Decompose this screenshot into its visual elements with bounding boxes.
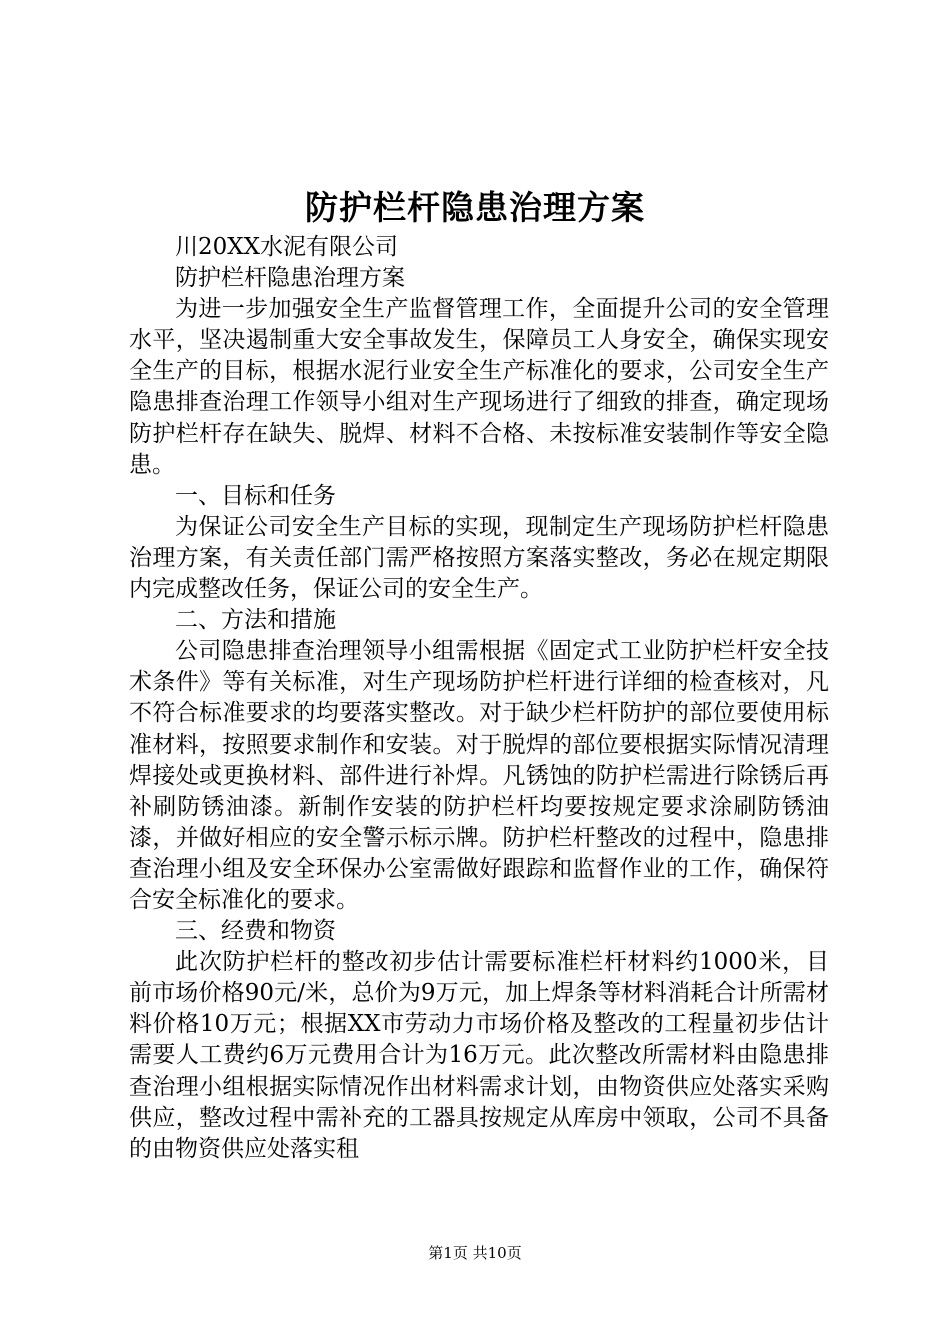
subtitle-line: 防护栏杆隐患治理方案 xyxy=(175,265,405,292)
funding-paragraph: 此次防护栏杆的整改初步估计需要标准栏杆材料约1000米，目前市场价格90元/米，总价为9万元，加上焊条等材料消耗合计所需材料价格10万元；根据XX市劳动力市场价格及整改的工程量初步估计需要人工费约6万元费用合计为16万元。此次整改所需材料由隐患排查治理小组根据实际情况作出材料需求计划，由物资供应处落实采购供应，整改过程中需补充的工器具按规定从库房中领取，公司不具备的由物资供应处落实租 xyxy=(129,949,829,1162)
document-title: 防护栏杆隐患治理方案 xyxy=(305,188,645,227)
section-heading-goals: 一、目标和任务 xyxy=(175,482,336,509)
document-body xyxy=(129,232,829,1165)
intro-paragraph: 为进一步加强安全生产监督管理工作，全面提升公司的安全管理水平，坚决遏制重大安全事故发生，保障员工人身安全，确保实现安全生产的目标，根据水泥行业安全生产标准化的要求，公司安全生产隐患排查治理工作领导小组对生产现场进行了细致的排查，确定现场防护栏杆存在缺失、脱焊、材料不合格、未按标准安装制作等安全隐患。 xyxy=(129,296,829,478)
section-heading-funding: 三、经费和物资 xyxy=(175,918,336,945)
section-heading-methods: 二、方法和措施 xyxy=(175,607,336,634)
company-name-line: 川20XX水泥有限公司 xyxy=(175,234,399,260)
methods-paragraph: 公司隐患排查治理领导小组需根据《固定式工业防护栏杆安全技术条件》等有关标准，对生产现场防护栏杆进行详细的检查核对，凡不符合标准要求的均要落实整改。对于缺少栏杆防护的部位要使用标准材料，按照要求制作和安装。对于脱焊的部位要根据实际情况清理焊接处或更换材料、部件进行补焊。凡锈蚀的防护栏需进行除锈后再补刷防锈油漆。新制作安装的防护栏杆均要按规定要求涂刷防锈油漆，并做好相应的安全警示标示牌。防护栏杆整改的过程中，隐患排查治理小组及安全环保办公室需做好跟踪和监督作业的工作，确保符合安全标准化的要求。 xyxy=(129,638,829,913)
goals-paragraph: 为保证公司安全生产目标的实现，现制定生产现场防护栏杆隐患治理方案，有关责任部门需严格按照方案落实整改，务必在规定期限内完成整改任务，保证公司的安全生产。 xyxy=(129,513,829,603)
page-number-footer: 第1页 共10页 xyxy=(428,1244,522,1262)
